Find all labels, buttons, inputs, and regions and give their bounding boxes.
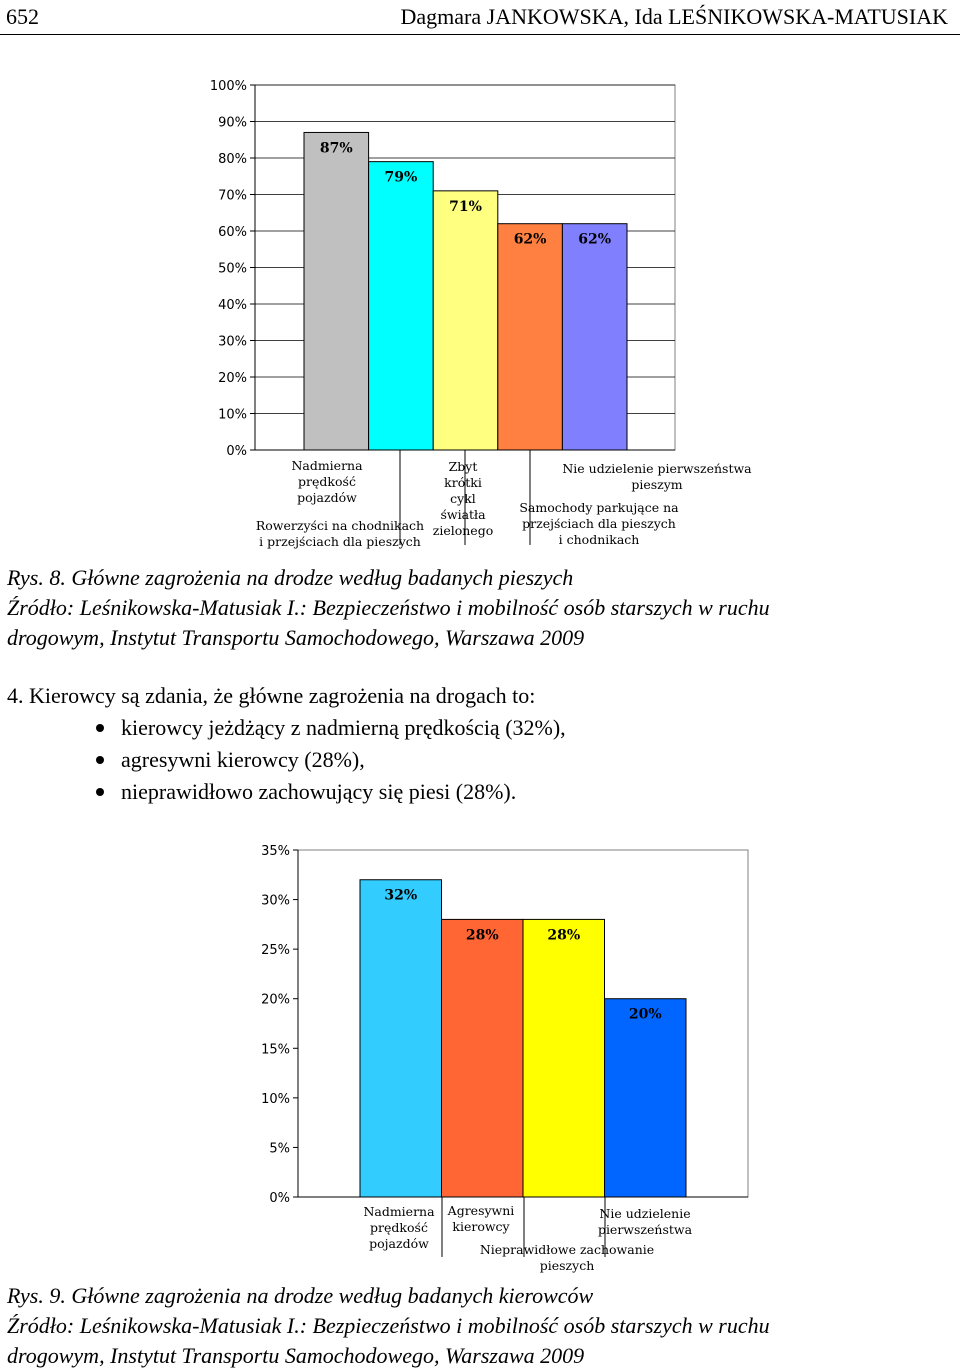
data-label: 62% (578, 231, 612, 248)
y-tick-label: 70% (218, 188, 247, 204)
y-tick-label: 80% (218, 152, 247, 167)
data-label: 28% (465, 927, 499, 944)
y-tick-label: 30% (261, 893, 290, 909)
category-label: pieszych (539, 1258, 595, 1273)
category-label: prędkość (370, 1220, 428, 1235)
category-label: zielonego (432, 523, 494, 538)
bullet-item: nieprawidłowo zachowujący się piesi (28%). (92, 776, 566, 808)
page-number: 652 (6, 4, 39, 29)
bar (562, 224, 627, 450)
category-label: pojazdów (297, 490, 357, 505)
y-tick-label: 10% (218, 407, 247, 423)
bullet-item: kierowcy jeżdżący z nadmierną prędkością (32%), (92, 712, 566, 744)
y-tick-label: 35% (261, 844, 290, 859)
category-label: Nie udzielenie pierwszeństwa (562, 461, 752, 476)
y-tick-label: 20% (261, 992, 290, 1008)
bar (369, 162, 434, 450)
data-label: 71% (449, 198, 482, 215)
figure-9-caption-source: Źródło: Leśnikowska-Matusiak I.: Bezpieczeństwo i mobilność osób starszych w ruchu (7, 1313, 770, 1338)
category-label: pieszym (631, 477, 683, 492)
bar (498, 224, 563, 450)
y-tick-label: 50% (218, 261, 247, 277)
running-head-authors: Dagmara JANKOWSKA, Ida LEŚNIKOWSKA-MATUSIAK (400, 4, 948, 29)
y-tick-label: 0% (269, 1191, 290, 1206)
category-label: i chodnikach (558, 532, 640, 547)
y-tick-label: 10% (261, 1091, 290, 1107)
y-tick-label: 25% (261, 943, 290, 959)
category-label: cykl (450, 491, 476, 506)
chart-drivers (0, 830, 960, 1280)
category-label: krótki (444, 475, 482, 490)
y-tick-label: 15% (261, 1042, 290, 1058)
y-tick-label: 100% (209, 79, 247, 94)
data-label: 28% (547, 927, 581, 944)
bar (433, 191, 498, 450)
chart-pedestrians (0, 60, 960, 560)
y-tick-label: 90% (218, 115, 247, 131)
category-label: pierwszeństwa (597, 1222, 693, 1237)
data-label: 20% (628, 1006, 662, 1023)
paragraph-intro: 4. Kierowcy są zdania, że główne zagrożenia na drogach to: (7, 683, 536, 708)
bar (605, 999, 687, 1197)
figure-9-chart (0, 830, 960, 1280)
y-tick-label: 20% (218, 371, 247, 386)
category-label: Nadmierna (291, 458, 363, 473)
category-label: przejściach dla pieszych (522, 516, 676, 531)
category-label: Samochody parkujące na (519, 500, 679, 515)
category-label: Nadmierna (363, 1204, 435, 1219)
y-tick-label: 0% (226, 444, 247, 459)
category-label: Rowerzyści na chodnikach (255, 518, 425, 533)
figure-8-chart (0, 60, 960, 560)
header-rule (0, 34, 960, 35)
bar (442, 919, 524, 1197)
category-label: pojazdów (369, 1236, 429, 1251)
figure-8-caption (7, 563, 770, 653)
bullet-list (92, 712, 566, 808)
category-label: światła (440, 507, 486, 522)
figure-8-caption-title: Rys. 8. Główne zagrożenia na drodze według badanych pieszych (7, 565, 574, 590)
y-tick-label: 30% (218, 334, 247, 350)
bullet-item: agresywni kierowcy (28%), (92, 744, 566, 776)
figure-9-caption (7, 1281, 770, 1371)
figure-9-caption-title: Rys. 9. Główne zagrożenia na drodze według badanych kierowców (7, 1283, 594, 1308)
y-tick-label: 60% (218, 225, 247, 240)
category-label: i przejściach dla pieszych (259, 534, 421, 549)
category-label: kierowcy (452, 1219, 510, 1234)
data-label: 62% (513, 231, 547, 248)
y-tick-label: 40% (218, 298, 247, 313)
category-label: Nie udzielenie (599, 1206, 691, 1221)
bar (304, 132, 369, 450)
category-label: Nieprawidłowe zachowanie (479, 1242, 655, 1257)
figure-9-caption-source-cont: drogowym, Instytut Transportu Samochodowego, Warszawa 2009 (7, 1343, 585, 1368)
category-label: Agresywni (447, 1203, 515, 1218)
y-tick-label: 5% (269, 1141, 290, 1157)
figure-8-caption-source-cont: drogowym, Instytut Transportu Samochodowego, Warszawa 2009 (7, 625, 585, 650)
data-label: 32% (384, 887, 418, 904)
figure-8-caption-source: Źródło: Leśnikowska-Matusiak I.: Bezpieczeństwo i mobilność osób starszych w ruchu (7, 595, 770, 620)
category-label: prędkość (298, 474, 356, 489)
page-header (0, 0, 960, 36)
data-label: 79% (384, 169, 418, 186)
bar (523, 919, 605, 1197)
category-label: Zbyt (448, 459, 478, 474)
data-label: 87% (319, 140, 353, 157)
bar (360, 880, 442, 1197)
